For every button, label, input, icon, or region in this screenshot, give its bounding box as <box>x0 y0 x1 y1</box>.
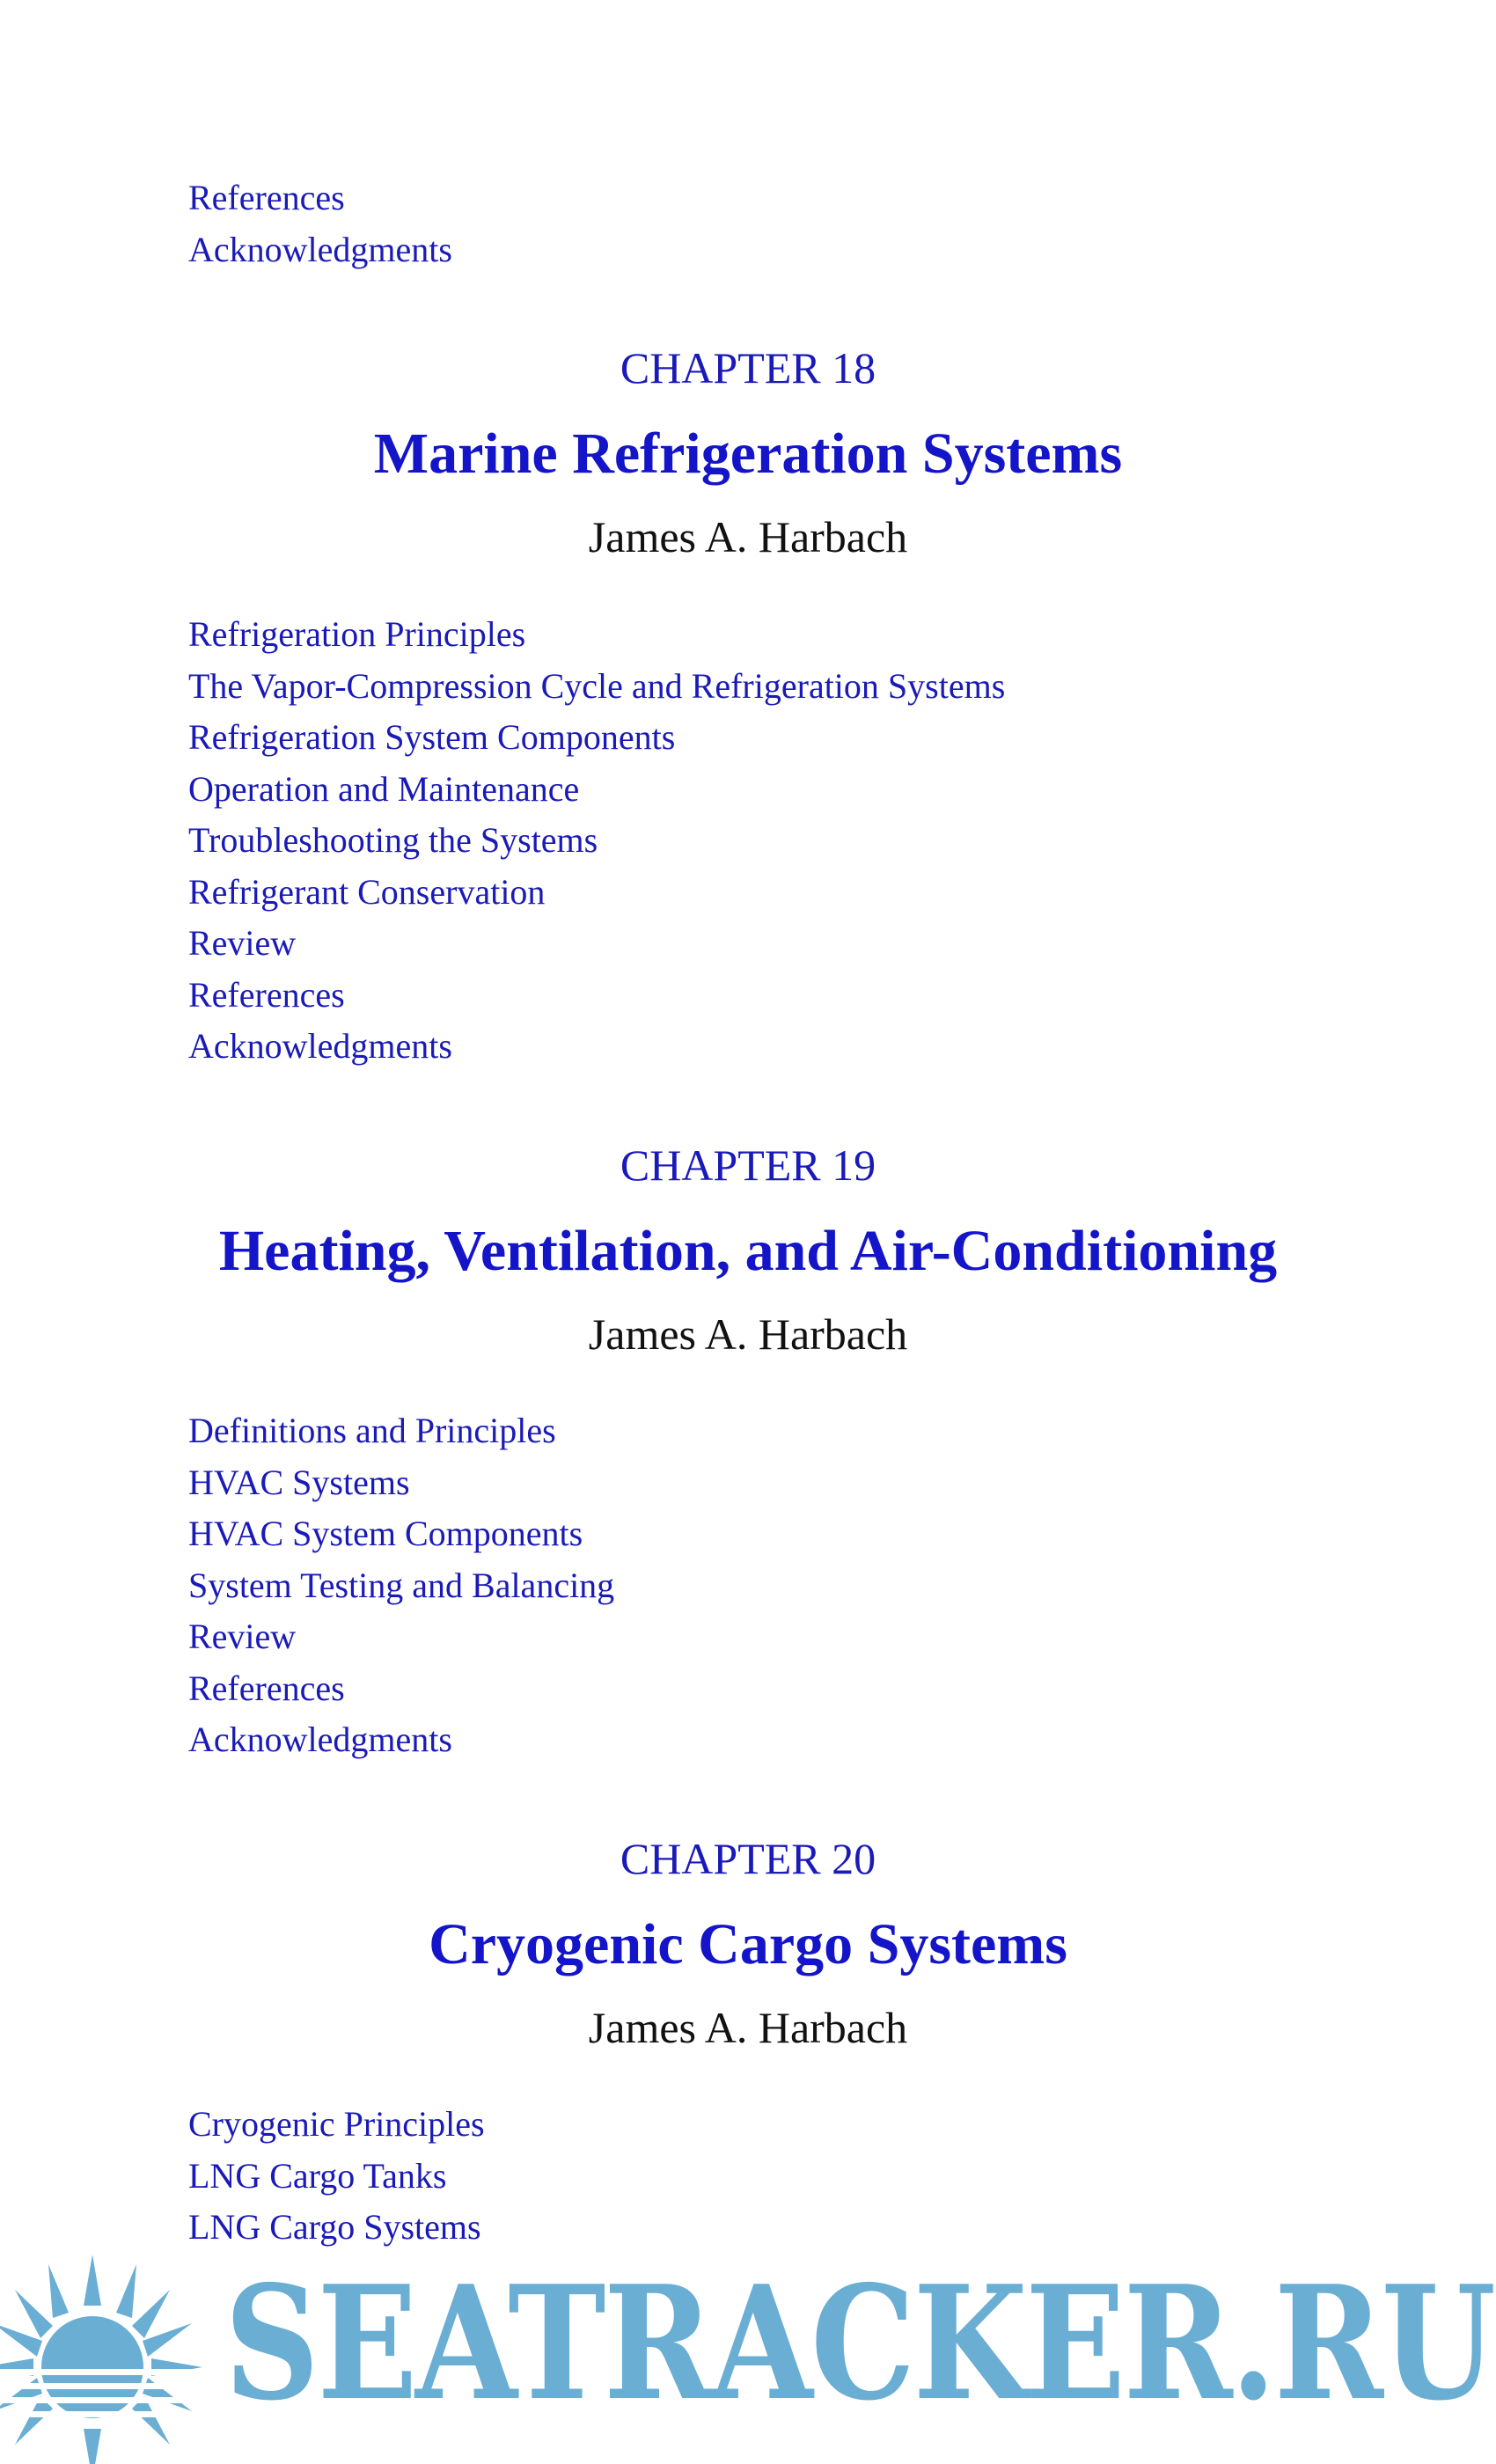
toc-link-refrigeration-principles[interactable]: Refrigeration Principles <box>188 614 526 654</box>
toc-link-refrigerant-conservation[interactable]: Refrigerant Conservation <box>188 871 546 912</box>
watermark-text: SEATRACKER.RU <box>224 2251 1494 2435</box>
toc-link-acknowledgments[interactable]: Acknowledgments <box>188 1720 452 1759</box>
toc-link-system-testing-and-balancing[interactable]: System Testing and Balancing <box>188 1565 615 1605</box>
toc-link-definitions-and-principles[interactable]: Definitions and Principles <box>188 1411 556 1450</box>
chapter-18-author: James A. Harbach <box>588 512 908 561</box>
chapter-20-title: Cryogenic Cargo Systems <box>429 1912 1067 1976</box>
chapter-19-title: Heating, Ventilation, and Air-Conditioning <box>218 1219 1278 1283</box>
toc-link-lng-cargo-tanks[interactable]: LNG Cargo Tanks <box>188 2155 447 2196</box>
chapter-19-author: James A. Harbach <box>588 1309 908 1359</box>
toc-link-review[interactable]: Review <box>188 1617 297 1656</box>
chapter-18-title: Marine Refrigeration Systems <box>373 422 1123 486</box>
chapter-18-label: CHAPTER 18 <box>620 343 876 392</box>
watermark <box>0 2235 1496 2464</box>
toc-link-acknowledgments[interactable]: Acknowledgments <box>188 229 452 269</box>
chapter-20-author: James A. Harbach <box>588 2003 908 2052</box>
chapter-19-toc-list <box>188 1405 614 1766</box>
chapter-18-toc-list <box>188 609 1005 1073</box>
toc-link-acknowledgments[interactable]: Acknowledgments <box>188 1026 452 1066</box>
toc-link-hvac-systems[interactable]: HVAC Systems <box>188 1462 410 1502</box>
toc-link-cryogenic-principles[interactable]: Cryogenic Principles <box>188 2104 485 2144</box>
toc-list-prev-chapter <box>188 172 452 275</box>
toc-link-references[interactable]: References <box>188 974 345 1015</box>
chapter-19-label: CHAPTER 19 <box>620 1140 876 1190</box>
toc-link-references[interactable]: References <box>188 1668 345 1708</box>
toc-link-review[interactable]: Review <box>188 923 297 963</box>
chapter-20-label: CHAPTER 20 <box>620 1834 876 1883</box>
toc-link-refrigeration-system-components[interactable]: Refrigeration System Components <box>188 717 676 757</box>
toc-link-vapor-compression-cycle[interactable]: The Vapor-Compression Cycle and Refrigeration Systems <box>188 665 1006 706</box>
chapter-20-toc-list <box>188 2099 485 2254</box>
toc-link-operation-and-maintenance[interactable]: Operation and Maintenance <box>188 768 580 809</box>
sun-logo-icon <box>0 2235 229 2464</box>
toc-link-hvac-system-components[interactable]: HVAC System Components <box>188 1514 583 1553</box>
toc-link-lng-cargo-systems[interactable]: LNG Cargo Systems <box>188 2207 481 2247</box>
toc-link-troubleshooting[interactable]: Troubleshooting the Systems <box>188 820 598 860</box>
toc-link-references[interactable]: References <box>188 178 345 217</box>
